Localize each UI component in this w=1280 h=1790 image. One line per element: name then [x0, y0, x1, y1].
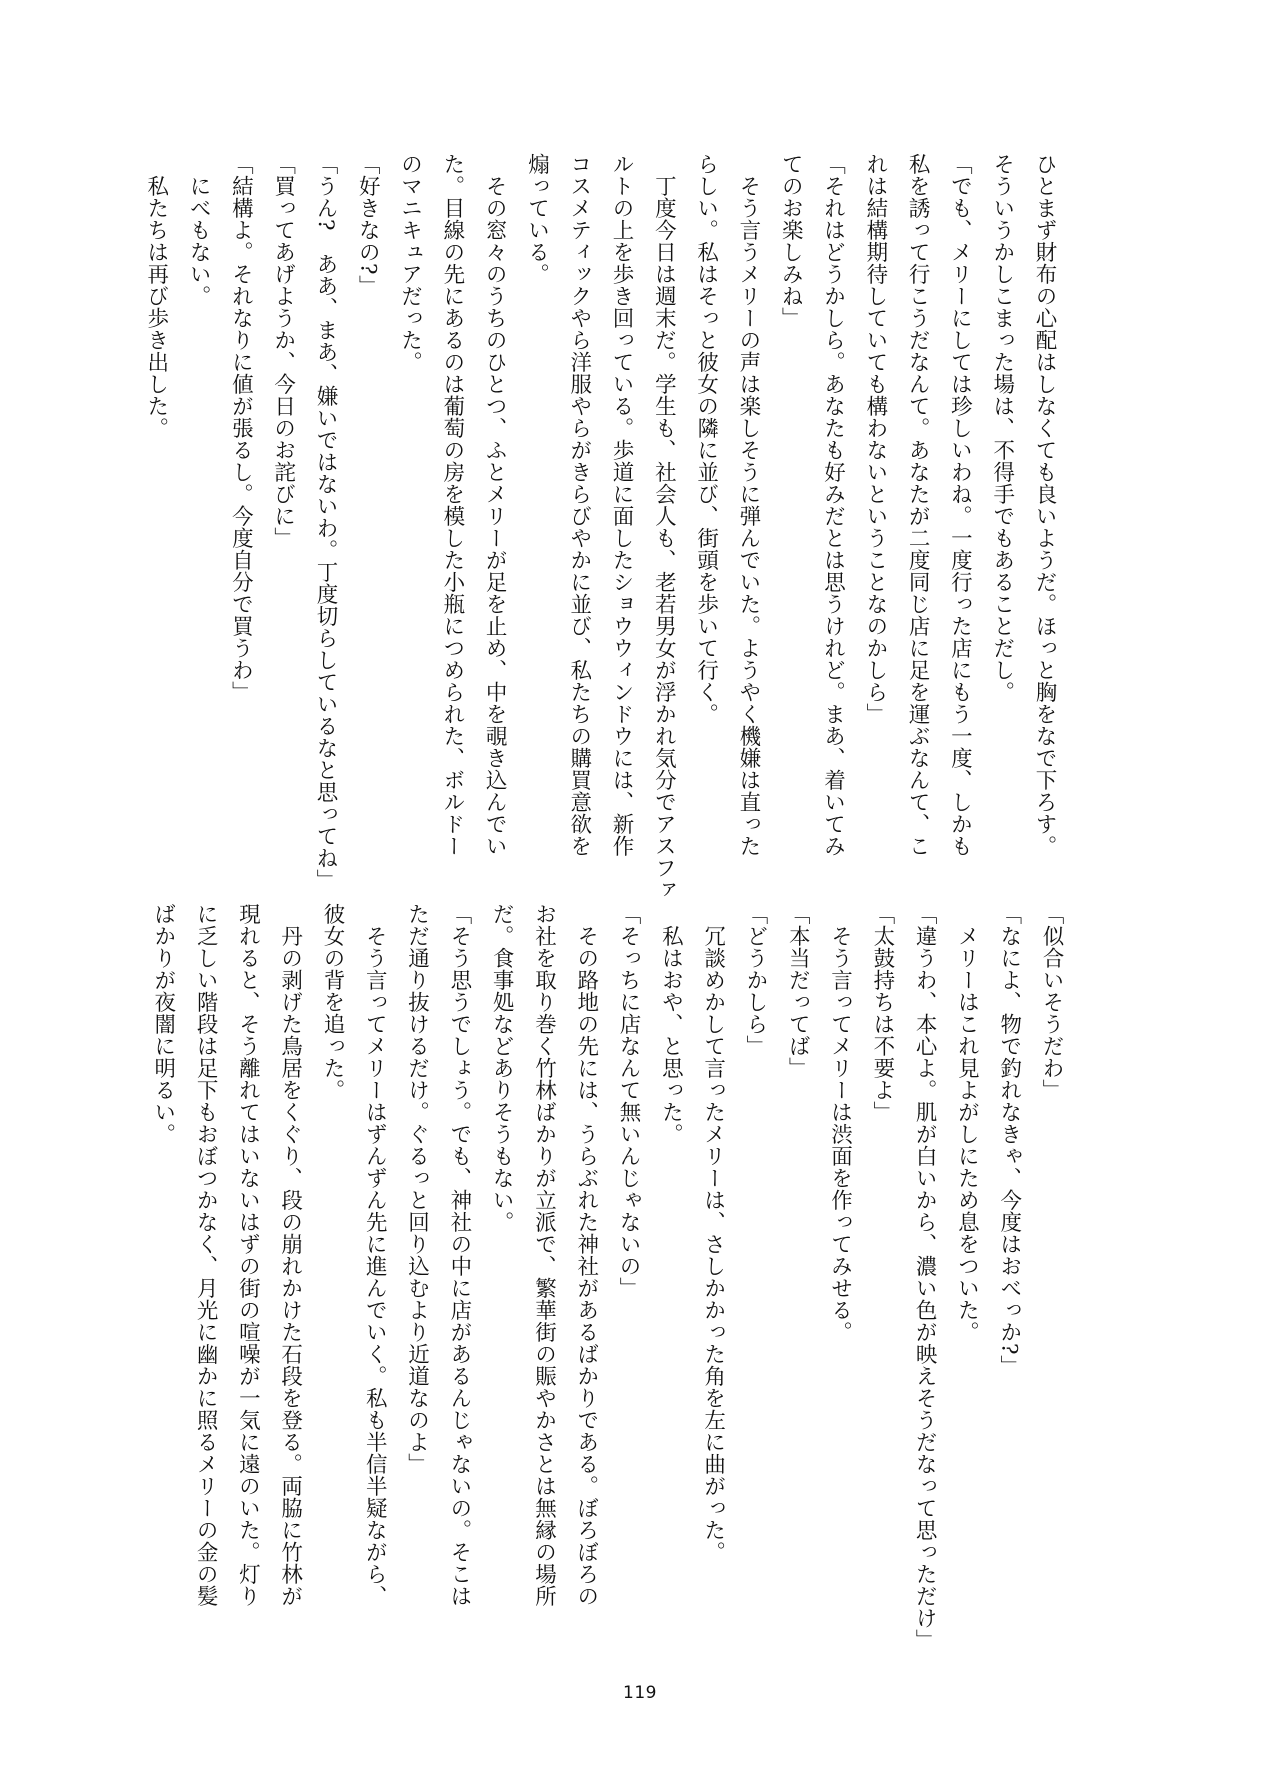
text-line: 「似合いそうだわ」	[1039, 903, 1064, 1101]
text-line: そういうかしこまった場は、不得手でもあることだし。	[989, 153, 1015, 703]
text-line: 「違うわ、本心よ。肌が白いから、濃い色が映えそうだなって思っただけ」	[912, 903, 938, 1651]
text-line: その窓々のうちのひとつ、ふとメリーが足を止め、中を覗き込んでい	[482, 153, 508, 857]
text-line: 「太鼓持ちは不要よ」	[869, 903, 895, 1123]
text-line: 煽っている。	[524, 153, 550, 285]
text-line: 「うん? ああ、まあ、嫌いではないわ。丁度切らしているなと思ってね」	[312, 153, 338, 892]
text-line: コスメティックやら洋服やらがきらびやかに並び、私たちの購買意欲を	[566, 153, 592, 857]
text-line: 私はおや、と思った。	[658, 903, 684, 1145]
text-line: 「買ってあげようか、今日のお詫びに」	[270, 153, 296, 549]
text-line: だ。食事処などありそうもない。	[489, 903, 515, 1233]
text-line: ひとまず財布の心配はしなくても良いようだ。ほっと胸をなで下ろす。	[1032, 153, 1057, 857]
text-line: 私を誘って行こうだなんて。あなたが二度同じ店に足を運ぶなんて、こ	[905, 153, 931, 857]
text-line: その路地の先には、うらぶれた神社があるばかりである。ぼろぼろの	[573, 903, 599, 1607]
text-line: 「なによ、物で釣れなきゃ、今度はおべっか?」	[996, 903, 1022, 1378]
text-line: た。目線の先にあるのは葡萄の房を模した小瓶につめられた、ボルドー	[439, 153, 465, 857]
text-line: れは結構期待していても構わないということなのかしら」	[862, 153, 888, 725]
text-line: ばかりが夜闇に明るい。	[150, 903, 176, 1145]
text-line: そう言ってメリーは渋面を作ってみせる。	[827, 903, 853, 1343]
text-line: メリーはこれ見よがしにため息をついた。	[954, 903, 980, 1343]
text-line: ただ通り抜けるだけ。ぐるっと回り込むより近道なのよ」	[404, 903, 430, 1475]
text-line: 「好きなの?」	[355, 153, 381, 298]
upper-text-block	[134, 153, 1065, 901]
text-line: 「どうかしら」	[742, 903, 768, 1057]
page-number: 119	[623, 1683, 657, 1703]
text-line: 現れると、そう離れてはいないはずの街の喧噪が一気に遠のいた。灯り	[235, 903, 261, 1607]
text-line: のマニキュアだった。	[397, 153, 423, 373]
text-line: 「本当だってば」	[785, 903, 811, 1079]
text-line: 「そっちに店なんて無いんじゃないの」	[616, 903, 642, 1299]
text-line: にべもない。	[186, 153, 212, 307]
text-line: 「そう思うでしょう。でも、神社の中に店があるんじゃないの。そこは	[446, 903, 472, 1607]
text-line: ルトの上を歩き回っている。歩道に面したショウウィンドウには、新作	[609, 153, 635, 857]
text-line: そう言うメリーの声は楽しそうに弾んでいた。ようやく機嫌は直った	[735, 153, 761, 857]
text-line: 丹の剥げた鳥居をくぐり、段の崩れかけた石段を登る。両脇に竹林が	[277, 903, 303, 1607]
text-line: お社を取り巻く竹林ばかりが立派で、繁華街の賑やかさとは無縁の場所	[531, 903, 557, 1607]
text-line: 私たちは再び歩き出した。	[143, 153, 169, 439]
text-line: てのお楽しみね」	[778, 153, 804, 329]
text-line: 彼女の背を追った。	[319, 903, 345, 1101]
text-line: 「でも、メリーにしては珍しいわね。一度行った店にもう一度、しかも	[947, 153, 973, 857]
text-line: 丁度今日は週末だ。学生も、社会人も、老若男女が浮かれ気分でアスファ	[651, 153, 677, 901]
text-line: らしい。私はそっと彼女の隣に並び、街頭を歩いて行く。	[693, 153, 719, 725]
text-line: そう言ってメリーはずんずん先に進んでいく。私も半信半疑ながら、	[362, 903, 388, 1607]
text-line: に乏しい階段は足下もおぼつかなく、月光に幽かに照るメリーの金の髪	[193, 903, 219, 1607]
text-line: 冗談めかして言ったメリーは、さしかかった角を左に曲がった。	[700, 903, 726, 1563]
lower-text-block	[141, 903, 1072, 1651]
text-line: 「結構よ。それなりに値が張るし。今度自分で買うわ」	[228, 153, 254, 703]
text-line: 「それはどうかしら。あなたも好みだとは思うけれど。まあ、着いてみ	[820, 153, 846, 857]
